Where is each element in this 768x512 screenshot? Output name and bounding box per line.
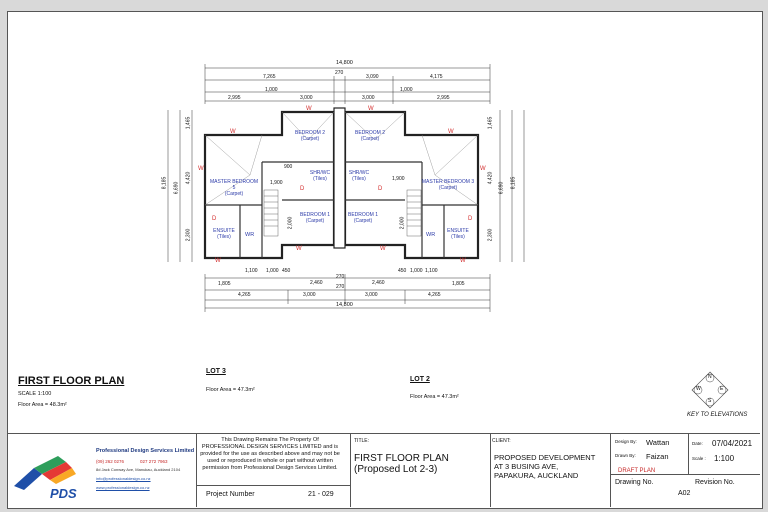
drawn-by: Faizan [646, 452, 669, 461]
dim-bot-3: 450 [282, 268, 291, 274]
dim-left-mid: 6,690 [173, 181, 180, 195]
status-badge: DRAFT PLAN [618, 468, 656, 474]
dim-bot-8: 1,000 [410, 268, 423, 274]
compass-s: S [708, 398, 712, 404]
room-wr-left: WR [245, 232, 255, 238]
dim-bot-11: 270 [336, 284, 345, 290]
plan-floor-area: Floor Area = 48.3m² [18, 402, 67, 408]
svg-text:W: W [380, 246, 386, 252]
room-finish: (Carpet) [360, 136, 380, 142]
room-finish: (Carpet) [305, 218, 325, 224]
svg-text:W: W [368, 106, 374, 112]
dim-bot-4: 2,460 [310, 280, 323, 286]
room-shrwc-right [347, 170, 371, 182]
dim-bot-2: 1,000 [266, 268, 279, 274]
room-finish: (Carpet) [438, 185, 458, 191]
title-value-2: (Proposed Lot 2-3) [354, 464, 438, 475]
dim-inner-5: 2,000 [399, 216, 406, 230]
room-name: BEDROOM 1 [348, 212, 379, 218]
inter-tenancy-wall [334, 108, 345, 248]
design-by-label: Design By: [615, 439, 637, 444]
room-finish: (Tiles) [352, 176, 366, 182]
dim-bot-7: 450 [398, 268, 407, 274]
revision-label: Revision No. [695, 479, 735, 486]
room-bedroom2-left [292, 130, 328, 142]
room-finish: (Carpet) [300, 136, 320, 142]
svg-text:D: D [212, 216, 217, 222]
dim-top-1: 7,265 [263, 74, 276, 80]
room-shrwc-left [308, 170, 332, 182]
dim-bot-15: 3,000 [365, 292, 378, 298]
room-name: BEDROOM 2 [294, 130, 325, 136]
svg-text:W: W [230, 129, 236, 135]
design-by: Wattan [646, 438, 670, 447]
drawing-no: A02 [678, 490, 691, 497]
copyright-notice: This Drawing Remains The Property Of PROFESSIONAL DESIGN SERVICES LIMITED and is provided for the use as described above and may not be used or reproduced in whole or part without written permission from Professional Design Services Limited. [200, 437, 340, 471]
room-name: MASTER BEDROOM 5 [209, 179, 259, 191]
company-address: 8d Jack Conway Ave, Manukau, Auckland 2104 [96, 467, 181, 472]
svg-text:D: D [300, 186, 305, 192]
compass-w: W [696, 386, 701, 392]
dim-bot-12: 1,805 [452, 281, 465, 287]
dim-top-3: 3,090 [366, 74, 379, 80]
dim-bot-14: 3,000 [303, 292, 316, 298]
room-master-left [208, 179, 260, 197]
drawing-no-label: Drawing No. [615, 479, 654, 486]
dim-bot-16: 4,265 [428, 292, 441, 298]
svg-text:W: W [296, 246, 302, 252]
dim-row3-b: 1,000 [265, 87, 278, 93]
room-name: SHR/WC [348, 170, 370, 176]
room-name: BEDROOM 2 [354, 130, 385, 136]
room-finish: (Carpet) [353, 218, 373, 224]
room-name: BEDROOM 1 [300, 212, 331, 218]
scale-label: Scale : [692, 456, 706, 461]
scale-value: 1:100 [714, 454, 735, 463]
plan-title: FIRST FLOOR PLAN [18, 375, 125, 387]
dim-row3-e: 1,000 [400, 87, 413, 93]
room-name: SHR/WC [309, 170, 331, 176]
dim-bot-10: 1,805 [218, 281, 231, 287]
dim-right-mid: 6,690 [498, 181, 505, 195]
dim-right-total: 8,185 [510, 176, 517, 190]
dim-row3-d: 3,000 [362, 95, 375, 101]
title-value-1: FIRST FLOOR PLAN [354, 453, 449, 464]
dim-bot-6: 2,460 [372, 280, 385, 286]
room-finish: (Tiles) [217, 234, 231, 240]
svg-text:W: W [480, 166, 486, 172]
svg-text:W: W [460, 258, 466, 264]
room-finish: (Tiles) [451, 234, 465, 240]
drawn-by-label: Drawn By: [615, 453, 636, 458]
room-bedroom1-left [300, 212, 330, 224]
dim-bot-13: 4,265 [238, 292, 251, 298]
svg-text:W: W [198, 166, 204, 172]
room-ensuite-left [212, 228, 236, 240]
company-website[interactable]: www.professionaldesign.co.nz [96, 485, 150, 490]
key-to-elevations: KEY TO ELEVATIONS [687, 412, 748, 418]
room-name: ENSUITE [213, 228, 235, 234]
lot3-title: LOT 3 [206, 368, 226, 375]
room-bedroom1-right [348, 212, 378, 224]
dim-right-c: 1,465 [487, 116, 494, 130]
room-finish: (Carpet) [224, 191, 244, 197]
svg-text:W: W [306, 106, 312, 112]
svg-text:W: W [215, 258, 221, 264]
svg-text:D: D [378, 186, 383, 192]
dim-overall-bottom: 14,800 [336, 302, 353, 308]
dim-row3-a: 2,995 [228, 95, 241, 101]
client-line-1: PROPOSED DEVELOPMENT [494, 453, 596, 462]
room-ensuite-right [446, 228, 470, 240]
dim-left-a: 4,420 [185, 171, 192, 185]
dim-left-b: 2,300 [185, 228, 192, 242]
dim-inner-3: 1,900 [392, 176, 405, 182]
dim-overall-top: 14,800 [336, 60, 353, 66]
project-number: 21 - 029 [308, 491, 334, 498]
dim-inner-2: 1,900 [270, 180, 283, 186]
company-mobile: 027 272 7963 [140, 459, 168, 464]
room-name: ENSUITE [447, 228, 469, 234]
svg-text:W: W [448, 129, 454, 135]
room-master-right [420, 179, 476, 191]
lot2-title: LOT 2 [410, 376, 430, 383]
dim-right-b: 2,300 [487, 228, 494, 242]
dim-left-c: 1,465 [185, 116, 192, 130]
title-label: TITLE: [354, 438, 370, 444]
date-label: Date: [692, 441, 703, 446]
plan-scale: SCALE 1:100 [18, 391, 52, 397]
company-email[interactable]: info@professionaldesign.co.nz [96, 476, 151, 481]
logo-text: PDS [50, 486, 77, 501]
dim-inner-4: 2,000 [287, 216, 294, 230]
dim-right-a: 4,420 [487, 171, 494, 185]
lot2-area: Floor Area = 47.3m² [410, 394, 459, 400]
room-bedroom2-right [352, 130, 388, 142]
dim-top-4: 4,175 [430, 74, 443, 80]
compass-n: N [708, 374, 712, 380]
date-value: 07/04/2021 [712, 439, 753, 448]
dim-row3-c: 3,000 [300, 95, 313, 101]
company-name: Professional Design Services Limited [96, 448, 195, 454]
room-name: MASTER BEDROOM 3 [421, 179, 475, 185]
dim-bot-5: 270 [336, 274, 345, 280]
project-number-label: Project Number [206, 491, 255, 498]
room-wr-right: WR [426, 232, 436, 238]
dim-row3-f: 2,995 [437, 95, 450, 101]
lot3-area: Floor Area = 47.3m² [206, 387, 255, 393]
client-line-3: PAPAKURA, AUCKLAND [494, 471, 579, 480]
dim-top-2: 270 [335, 70, 344, 76]
dim-left-total: 8,185 [161, 176, 168, 190]
company-phone: (09) 262 0276 [96, 459, 125, 464]
client-label: CLIENT: [492, 438, 511, 444]
client-line-2: AT 3 BUSING AVE, [494, 462, 559, 471]
dim-bot-9: 1,100 [425, 268, 438, 274]
dim-bot-1: 1,100 [245, 268, 258, 274]
room-finish: (Tiles) [313, 176, 327, 182]
compass-e: E [720, 386, 724, 392]
dim-inner-1: 900 [284, 164, 293, 170]
svg-text:D: D [468, 216, 473, 222]
